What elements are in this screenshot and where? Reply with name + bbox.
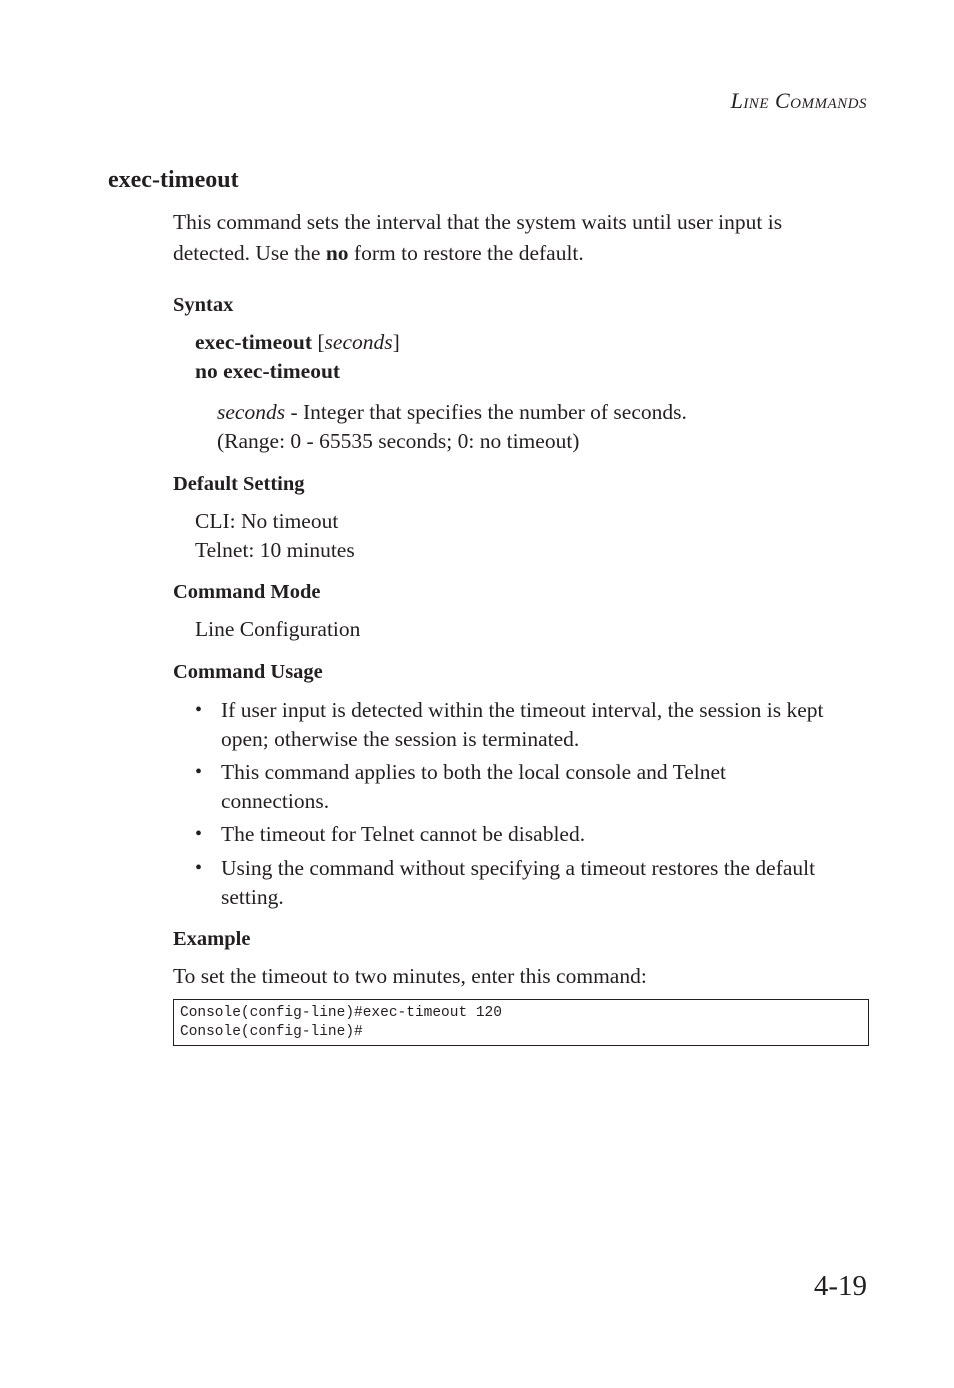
bullet-marker: • (195, 699, 203, 721)
intro-line-2-pre: detected. Use the (173, 241, 326, 265)
usage-bullet-line: Using the command without specifying a timeout restores the default (221, 856, 816, 880)
code-example-box (173, 999, 869, 1046)
param-name: seconds (217, 400, 286, 424)
intro-line-2 (173, 238, 584, 269)
usage-bullet-line: open; otherwise the session is terminated. (221, 727, 580, 751)
command-mode-value: Line Configuration (195, 617, 361, 641)
syntax-command-1 (195, 327, 400, 358)
param-desc: - Integer that specifies the number of seconds. (285, 400, 687, 424)
header-rest-2: OMMANDS (790, 96, 867, 112)
command-usage-heading: Command Usage (173, 661, 323, 683)
header-rest-1: INE (743, 96, 769, 112)
default-setting-line: Telnet: 10 minutes (195, 538, 355, 562)
intro-line-1: This command sets the interval that the system waits until user input is (173, 210, 783, 234)
syntax-heading: Syntax (173, 294, 234, 316)
usage-bullet-line: The timeout for Telnet cannot be disabled. (221, 822, 586, 846)
example-intro: To set the timeout to two minutes, enter this command: (173, 964, 647, 988)
command-mode-heading: Command Mode (173, 581, 321, 603)
running-header (731, 88, 867, 114)
bullet-marker: • (195, 857, 203, 879)
intro-line-2-post: form to restore the default. (348, 241, 584, 265)
code-line: Console(config-line)#exec-timeout 120 (180, 1005, 502, 1021)
syntax-command-2: no exec-timeout (195, 359, 341, 383)
header-initial-1: L (730, 88, 744, 113)
syntax-bracket-open: [ (312, 330, 325, 354)
syntax-bracket-close: ] (392, 330, 400, 354)
syntax-param: seconds (324, 330, 393, 354)
code-line: Console(config-line)# (180, 1024, 363, 1040)
usage-bullet-line: setting. (221, 885, 284, 909)
bullet-marker: • (195, 761, 203, 783)
default-setting-line: CLI: No timeout (195, 509, 339, 533)
header-initial-2: C (774, 88, 791, 113)
intro-no-keyword: no (325, 241, 349, 265)
page-number: 4-19 (813, 1270, 867, 1302)
example-heading: Example (173, 928, 251, 950)
usage-bullet-line: connections. (221, 789, 330, 813)
bullet-marker: • (195, 823, 203, 845)
section-title: exec-timeout (108, 167, 239, 193)
syntax-command-name: exec-timeout (195, 330, 312, 354)
syntax-param-desc (217, 397, 687, 428)
usage-bullet-line: If user input is detected within the timeout interval, the session is kept (221, 698, 824, 722)
syntax-param-range: (Range: 0 - 65535 seconds; 0: no timeout) (217, 429, 580, 453)
usage-bullet-line: This command applies to both the local console and Telnet (221, 760, 727, 784)
default-setting-heading: Default Setting (173, 473, 305, 495)
